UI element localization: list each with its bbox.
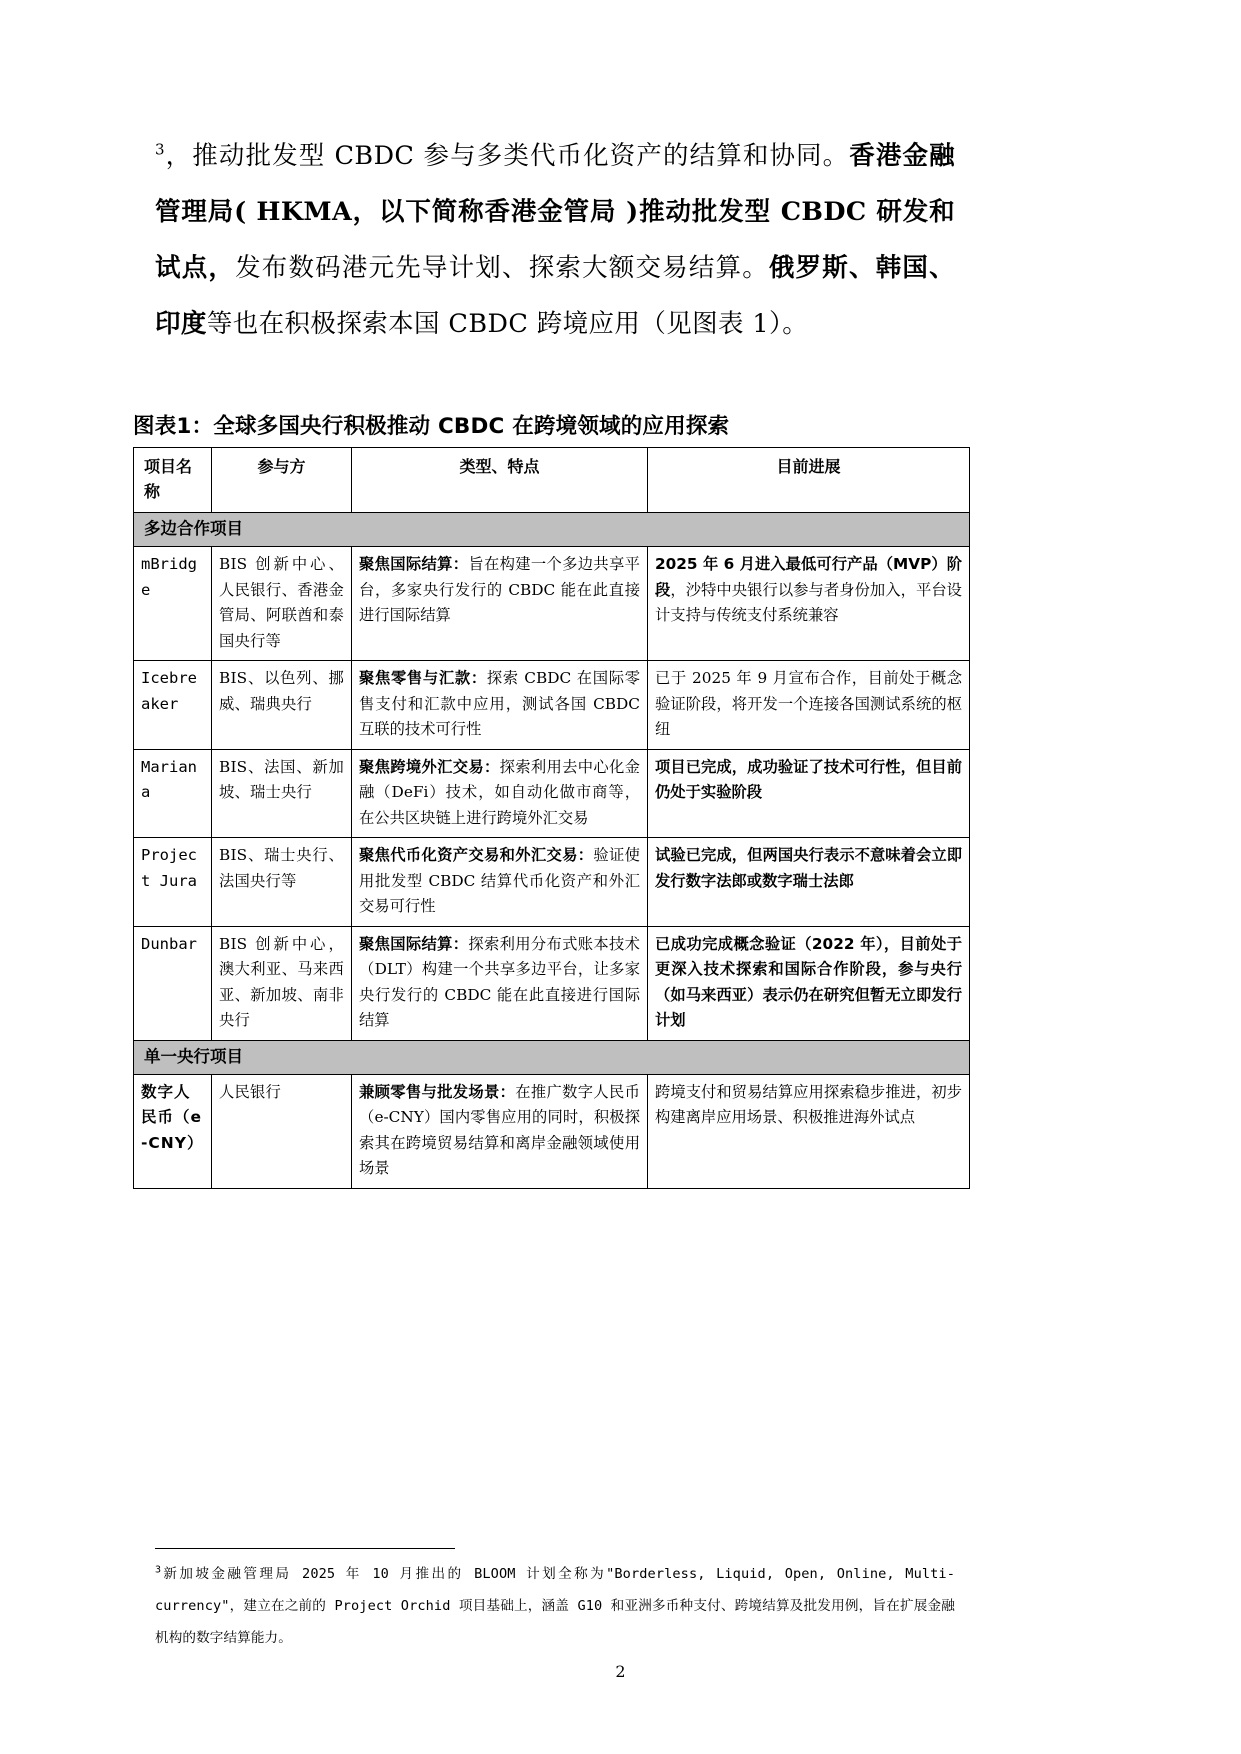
feature-body: 探索 CBDC 在国际零售支付和汇款中应用，测试各国 CBDC 互联的技术可行性	[359, 669, 640, 738]
progress-body: ，沙特中央银行以参与者身份加入，平台设计支持与传统支付系统兼容	[655, 580, 962, 624]
intro-segment-3: 发布数码港元先导计划、探索大额交易结算。	[235, 253, 769, 283]
cell-progress	[648, 1074, 970, 1188]
feature-lead: 聚焦零售与汇款：	[359, 669, 487, 687]
table-header-row	[134, 448, 970, 513]
intro-segment-1: ，推动批发型 CBDC 参与多类代币化资产的结算和协同。	[164, 141, 850, 171]
feature-body: 探索利用去中心化金融（DeFi）技术，如自动化做市商等，在公共区块链上进行跨境外汇交易	[359, 757, 640, 827]
column-header-project-name: 项目名称	[134, 448, 212, 513]
cell-progress	[648, 547, 970, 661]
intro-paragraph	[155, 128, 955, 352]
cell-project-name: Icebreaker	[134, 661, 212, 750]
table-header	[134, 448, 970, 513]
feature-body: 在推广数字人民币（e-CNY）国内零售应用的同时，积极探索其在跨境贸易结算和离岸金融领域使用场景	[359, 1082, 640, 1177]
intro-segment-4-bold: 俄罗斯、韩国、印度	[155, 253, 955, 339]
column-header-participants: 参与方	[212, 448, 352, 513]
table-row	[134, 838, 970, 927]
feature-lead: 聚焦跨境外汇交易：	[359, 757, 500, 776]
table-row	[134, 547, 970, 661]
column-header-type-features: 类型、特点	[352, 448, 648, 513]
feature-body: 验证使用批发型 CBDC 结算代币化资产和外汇交易可行性	[359, 846, 640, 915]
table-row	[134, 1074, 970, 1188]
feature-lead: 聚焦代币化资产交易和外汇交易：	[359, 846, 594, 864]
progress-lead: 项目已完成，成功验证了技术可行性，但目前仍处于实验阶段	[655, 757, 962, 801]
table-row	[134, 926, 970, 1040]
progress-body: 已于 2025 年 9 月宣布合作，目前处于概念验证阶段，将开发一个连接各国测试系统的枢纽	[655, 669, 962, 738]
cell-participants: BIS、法国、新加坡、瑞士央行	[212, 749, 352, 838]
footnote-separator	[155, 1548, 455, 1549]
cell-project-name: 数字人民币（e-CNY）	[134, 1074, 212, 1188]
section-header-row	[134, 1040, 970, 1074]
cell-type-features	[352, 1074, 648, 1188]
footnote-body: 新加坡金融管理局 2025 年 10 月推出的 BLOOM 计划全称为"Borderless, Liquid, Open, Online, Multi-currency"，建立在之前的 Project Orchid 项目基础上，涵盖 G10 和亚洲多币种支付、跨境结算及批发用例，旨在扩展金融机构的数字结算能力。	[155, 1566, 955, 1646]
section-header-multilateral: 多边合作项目	[134, 513, 970, 547]
progress-lead: 已成功完成概念验证（2022 年），目前处于更深入技术探索和国际合作阶段，参与央行（如马来西亚）表示仍在研究但暂无立即发行计划	[655, 934, 962, 1029]
cell-project-name: Project Jura	[134, 838, 212, 927]
cell-type-features	[352, 926, 648, 1040]
intro-segment-2-bold: 香港金融管理局( HKMA，以下简称香港金管局 )推动批发型 CBDC 研发和试点，	[155, 141, 955, 283]
feature-lead: 聚焦国际结算：	[359, 934, 469, 953]
feature-lead: 兼顾零售与批发场景：	[359, 1082, 516, 1101]
cell-participants: 人民银行	[212, 1074, 352, 1188]
feature-body: 探索利用分布式账本技术（DLT）构建一个共享多边平台，让多家央行发行的 CBDC 能在此直接进行国际结算	[359, 934, 640, 1029]
progress-lead: 2025 年 6 月进入最低可行产品（MVP）阶段	[655, 555, 962, 599]
cell-participants: BIS、瑞士央行、法国央行等	[212, 838, 352, 927]
section-header-single-central-bank: 单一央行项目	[134, 1040, 970, 1074]
table-row	[134, 661, 970, 750]
footnote-marker: 3	[155, 1564, 162, 1576]
progress-lead: 试验已完成，但两国央行表示不意味着会立即发行数字法郎或数字瑞士法郎	[655, 846, 962, 890]
cell-participants: BIS 创新中心、人民银行、香港金管局、阿联酋和泰国央行等	[212, 547, 352, 661]
cbdc-projects-table	[133, 447, 970, 1189]
progress-body: 跨境支付和贸易结算应用探索稳步推进，初步构建离岸应用场景、积极推进海外试点	[655, 1082, 962, 1126]
cell-type-features	[352, 661, 648, 750]
footnote-reference-marker: 3	[155, 140, 165, 159]
feature-lead: 聚焦国际结算：	[359, 555, 469, 573]
cell-progress	[648, 838, 970, 927]
figure-1-table-wrapper	[133, 447, 969, 1189]
figure-caption: 图表1：全球多国央行积极推动 CBDC 在跨境领域的应用探索	[133, 414, 730, 439]
feature-body: 旨在构建一个多边共享平台，多家央行发行的 CBDC 能在此直接进行国际结算	[359, 555, 640, 624]
cell-project-name: Dunbar	[134, 926, 212, 1040]
cell-progress	[648, 749, 970, 838]
cell-project-name: mBridge	[134, 547, 212, 661]
cell-type-features	[352, 547, 648, 661]
cell-type-features	[352, 749, 648, 838]
cell-type-features	[352, 838, 648, 927]
column-header-current-progress: 目前进展	[648, 448, 970, 513]
footnote-text	[155, 1558, 955, 1654]
section-header-row	[134, 513, 970, 547]
cell-participants: BIS、以色列、挪威、瑞典央行	[212, 661, 352, 750]
table-body	[134, 513, 970, 1189]
table-row	[134, 749, 970, 838]
cell-project-name: Mariana	[134, 749, 212, 838]
page-number: 2	[615, 1662, 626, 1681]
intro-segment-5: 等也在积极探索本国 CBDC 跨境应用（见图表 1）。	[206, 309, 809, 339]
cell-progress	[648, 926, 970, 1040]
cell-progress	[648, 661, 970, 750]
cell-participants: BIS 创新中心，澳大利亚、马来西亚、新加坡、南非央行	[212, 926, 352, 1040]
